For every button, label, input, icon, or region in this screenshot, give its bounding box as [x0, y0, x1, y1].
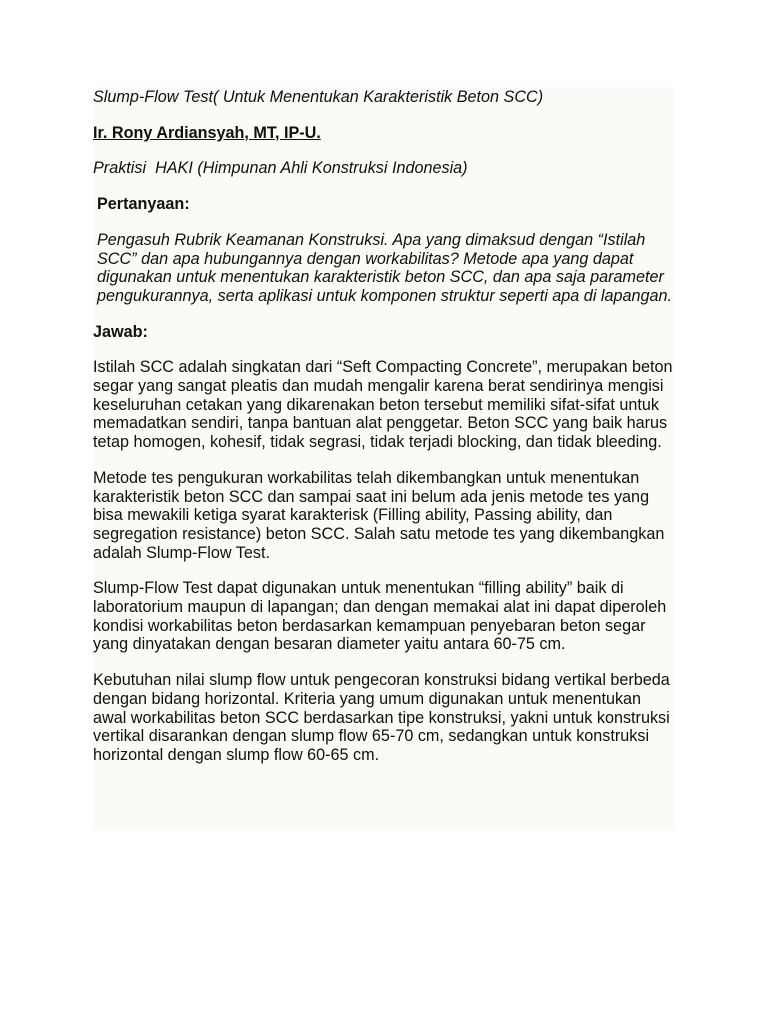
document-body: [93, 87, 675, 829]
answer-paragraph-3: Slump-Flow Test dapat digunakan untuk menentukan “filling ability” baik di laboratorium maupun di lapangan; dan dengan memakai alat ini dapat diperoleh kondisi workabilitas beton berdasarkan kemampuan penyebaran beton segar yang dinyatakan dengan besaran diameter yaitu antara 60-75 cm.: [93, 579, 667, 654]
question-heading: Pertanyaan:: [97, 195, 190, 214]
answer-paragraph-2: Metode tes pengukuran workabilitas telah dikembangkan untuk menentukan karakteristik beton SCC dan sampai saat ini belum ada jenis metode tes yang bisa mewakili ketiga syarat karakterisk (Filling ability, Passing ability, dan segregation resistance) beton SCC. Salah satu metode tes yang dikembangkan adalah Slump-Flow Test.: [93, 468, 665, 562]
question-text: Pengasuh Rubrik Keamanan Konstruksi. Apa yang dimaksud dengan “Istilah SCC” dan apa hubungannya dengan workabilitas? Metode apa yang dapat digunakan untuk menentukan karakteristik beton SCC, dan apa saja parameter pengukurannya, serta aplikasi untuk komponen struktur seperti apa di lapangan.: [97, 230, 673, 305]
answer-heading: Jawab:: [93, 322, 148, 341]
document-title: Slump-Flow Test( Untuk Menentukan Karakteristik Beton SCC): [93, 88, 544, 106]
author-name: Ir. Rony Ardiansyah, MT, IP-U.: [93, 123, 321, 142]
answer-paragraph-1: Istilah SCC adalah singkatan dari “Seft Compacting Concrete”, merupakan beton segar yang sangat pleatis dan mudah mengalir karena berat sendirinya mengisi keseluruhan cetakan yang dikarenakan beton tersebut memiliki sifat-sifat untuk memadatkan sendiri, tanpa bantuan alat penggetar. Beton SCC yang baik harus tetap homogen, kohesif, tidak segrasi, tidak terjadi blocking, dan tidak bleeding.: [93, 358, 673, 452]
answer-paragraph-4: Kebutuhan nilai slump flow untuk pengecoran konstruksi bidang vertikal berbeda dengan bidang horizontal. Kriteria yang umum digunakan untuk menentukan awal workabilitas beton SCC berdasarkan tipe konstruksi, yakni untuk konstruksi vertikal disarankan dengan slump flow 65-70 cm, sedangkan untuk konstruksi horizontal dengan slump flow 60-65 cm.: [93, 671, 670, 764]
author-affiliation: Praktisi HAKI (Himpunan Ahli Konstruksi Indonesia): [93, 159, 468, 178]
